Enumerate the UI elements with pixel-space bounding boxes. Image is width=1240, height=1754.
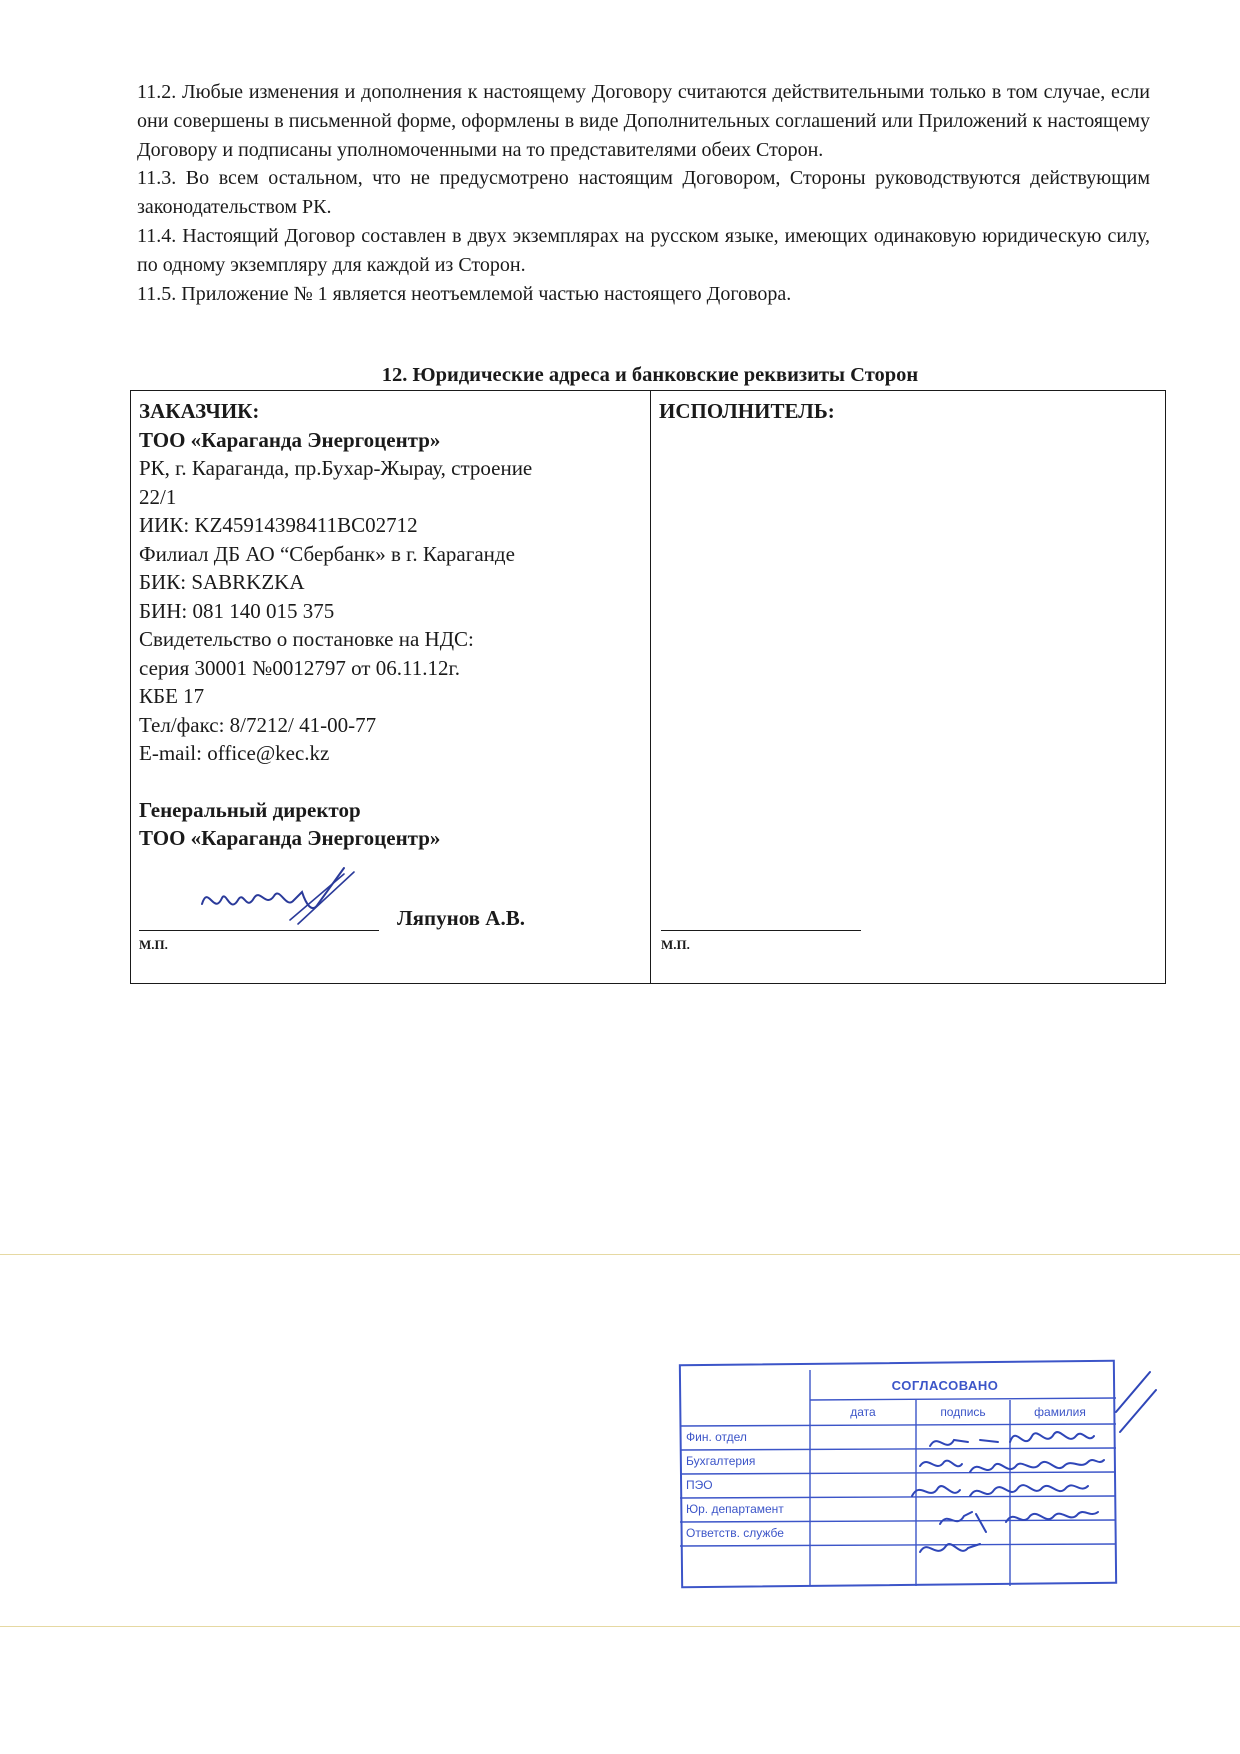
clause-11-3: 11.3. Во всем остальном, что не предусмотрено настоящим Договором, Стороны руководствуются действующим законодательством РК.: [137, 167, 1150, 219]
clause-11-2: 11.2. Любые изменения и дополнения к настоящему Договору считаются действительными только в том случае, если они совершены в письменной форме, оформлены в виде Дополнительных соглашений или Приложений к настоящему Договору и подписаны уполномоченными на то представителями обеих Сторон.: [137, 81, 1150, 161]
approval-stamp-title: СОГЛАСОВАНО: [891, 1378, 999, 1393]
customer-vat-certificate: Свидетельство о постановке на НДС:: [139, 627, 474, 651]
parties-table: [130, 390, 1166, 984]
customer-bank: Филиал ДБ АО “Сбербанк» в г. Караганде: [139, 541, 515, 566]
approval-row-responsible: Ответств. службе: [686, 1526, 784, 1540]
approval-col-surname: фамилия: [1034, 1405, 1086, 1419]
customer-vat-series: серия 30001 №0012797 от 06.11.12г.: [139, 655, 460, 680]
approval-col-signature: подпись: [940, 1405, 986, 1419]
customer-kbe: КБЕ 17: [139, 684, 205, 708]
clause-11-5: 11.5. Приложение № 1 является неотъемлемой частью настоящего Договора.: [137, 282, 792, 305]
contractor-cell: [651, 391, 1165, 983]
signer-title: Генеральный директор: [139, 797, 361, 822]
customer-cell: [131, 391, 651, 983]
customer-address-building: 22/1: [139, 484, 177, 509]
customer-email: E-mail: office@kec.kz: [139, 741, 330, 765]
customer-address: РК, г. Караганда, пр.Бухар-Жырау, строение: [139, 456, 533, 480]
section-title: 12. Юридические адреса и банковские реквизиты Сторон: [381, 364, 919, 386]
customer-signature: [194, 864, 394, 936]
contractor-stamp-place: М.П.: [661, 937, 690, 952]
contractor-heading: ИСПОЛНИТЕЛЬ:: [659, 399, 835, 423]
signer-company: ТОО «Караганда Энергоцентр»: [139, 826, 441, 850]
customer-signature-row: [139, 906, 639, 946]
customer-heading: ЗАКАЗЧИК:: [139, 399, 260, 423]
approval-stamp: [680, 1362, 1116, 1586]
approval-row-accounting: Бухгалтерия: [686, 1454, 756, 1468]
signer-name: Ляпунов А.В.: [397, 906, 525, 930]
approval-row-legal: Юр. департамент: [686, 1502, 784, 1516]
customer-iik: ИИК: KZ45914398411BC02712: [139, 513, 418, 537]
fold-line-bottom: [0, 1626, 1240, 1627]
fold-line-top: [0, 1254, 1240, 1255]
approval-row-peo: ПЭО: [686, 1478, 713, 1492]
clause-11-4: 11.4. Настоящий Договор составлен в двух экземплярах на русском языке, имеющих одинаковую юридическую силу, по одному экземпляру для каждой из Сторон.: [137, 224, 1150, 276]
customer-bin: БИН: 081 140 015 375: [139, 598, 335, 623]
contract-clauses: [137, 78, 1150, 308]
approval-col-date: дата: [850, 1405, 876, 1419]
approval-row-finance: Фин. отдел: [686, 1430, 747, 1444]
approval-signatures: [680, 1362, 1160, 1586]
contractor-signature-line: [661, 930, 861, 931]
customer-bik: БИК: SABRKZKA: [139, 570, 305, 594]
customer-stamp-place: М.П.: [139, 937, 168, 952]
customer-name: ТОО «Караганда Энергоцентр»: [139, 427, 441, 452]
customer-phone: Тел/факс: 8/7212/ 41-00-77: [139, 712, 377, 737]
